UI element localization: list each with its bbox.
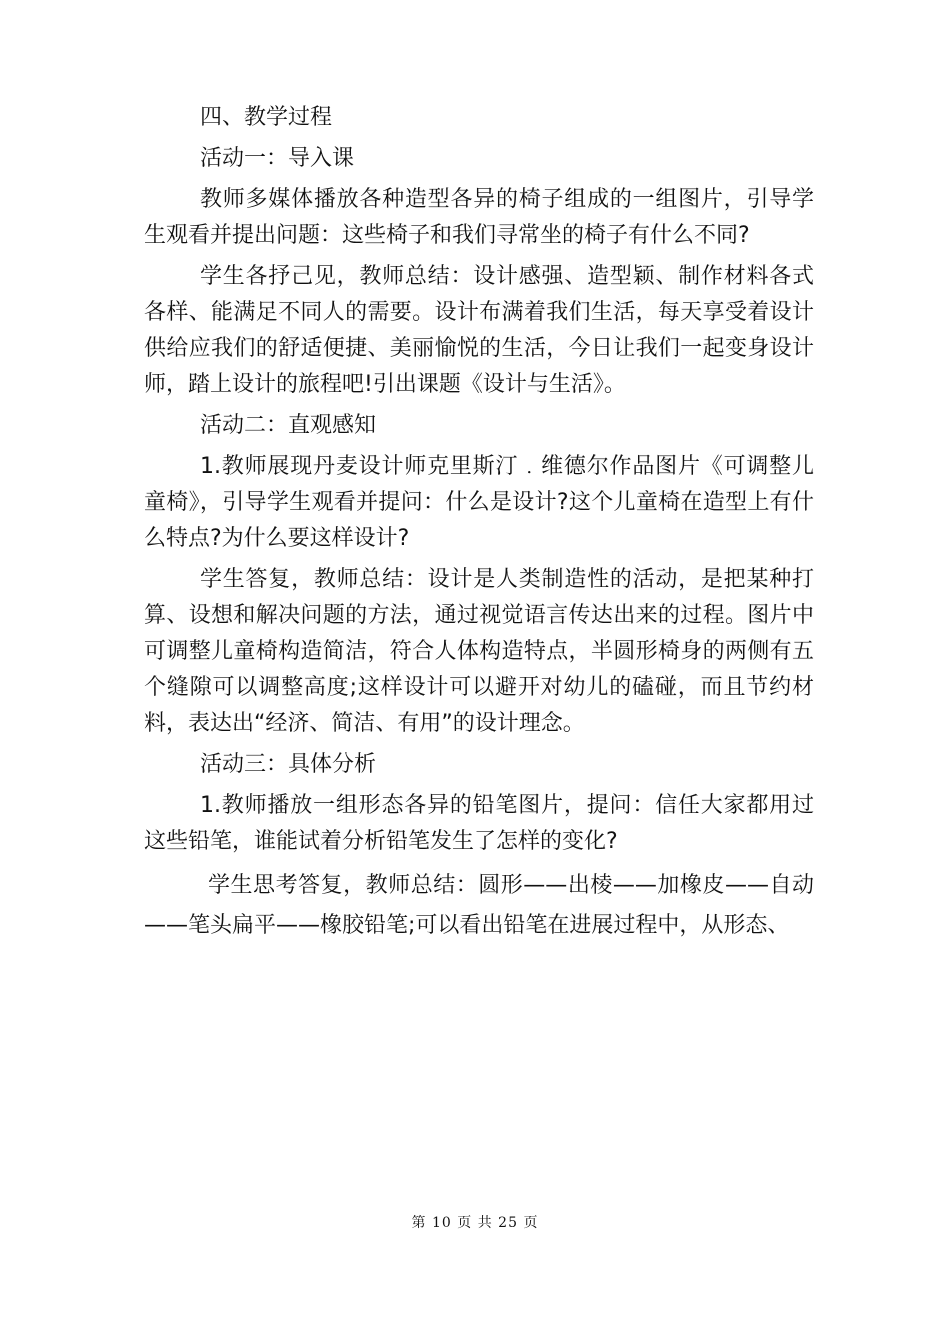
activity-2-paragraph: 1.教师展现丹麦设计师克里斯汀﹒维德尔作品图片《可调整儿童椅》，引导学生观看并提问：什么是设计?这个儿童椅在造型上有什么特点?为什么要这样设计?: [144, 454, 814, 551]
activity-3-title: 活动三：具体分析: [200, 752, 377, 777]
document-body: [144, 100, 814, 951]
activity-1-paragraph: 教师多媒体播放各种造型各异的椅子组成的一组图片，引导学生观看并提出问题：这些椅子和我们寻常坐的椅子有什么不同?: [144, 187, 814, 248]
activity-2-paragraph: 学生答复，教师总结：设计是人类制造性的活动，是把某种打算、设想和解决问题的方法，通过视觉语言传达出来的过程。图片中可调整儿童椅构造简洁，符合人体构造特点，半圆形椅身的两侧有五个缝隙可以调整高度;这样设计可以避开对幼儿的磕碰，而且节约材料，表达出“经济、简洁、有用”的设计理念。: [144, 567, 814, 736]
activity-1-title: 活动一：导入课: [200, 146, 355, 171]
activity-1-paragraph: 学生各抒己见，教师总结：设计感强、造型颖、制作材料各式各样、能满足不同人的需要。设计布满着我们生活，每天享受着设计供给应我们的舒适便捷、美丽愉悦的生活，今日让我们一起变身设计师，踏上设计的旅程吧!引出课题《设计与生活》。: [144, 264, 814, 397]
page-footer: [0, 1212, 950, 1232]
footer-suffix: 页: [523, 1215, 539, 1231]
total-pages-number: 25: [498, 1215, 518, 1231]
activity-3-paragraph: 学生思考答复，教师总结：圆形——出棱——加橡皮——自动——笔头扁平——橡胶铅笔;可以看出铅笔在进展过程中，从形态、: [144, 873, 814, 938]
current-page-number: 10: [431, 1215, 452, 1231]
activity-3-paragraph: 1.教师播放一组形态各异的铅笔图片，提问：信任大家都用过这些铅笔，谁能试着分析铅笔发生了怎样的变化?: [144, 793, 814, 854]
footer-prefix: 第: [411, 1215, 427, 1231]
activity-2-title: 活动二：直观感知: [200, 413, 377, 438]
footer-middle: 页 共: [457, 1215, 493, 1231]
section-title: 四、教学过程: [200, 105, 333, 130]
